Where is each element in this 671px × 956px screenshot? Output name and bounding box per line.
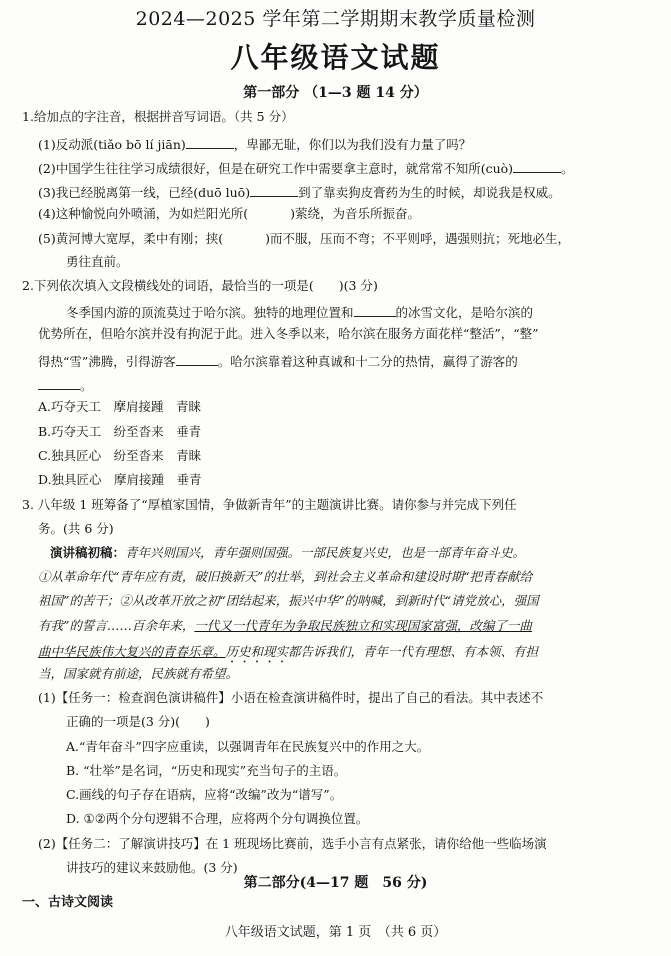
part2-heading: 第二部分(4—17 题 56 分) xyxy=(243,875,428,891)
q2-stem: 2.下列依次填入文段横线处的词语，最恰当的一项是( )(3 分) xyxy=(22,278,378,293)
answer-blank[interactable] xyxy=(186,136,234,149)
q2-option-b[interactable]: B.巧夺天工 纷至沓来 垂青 xyxy=(38,424,202,439)
task1-option-d[interactable]: D. ①②两个分句逻辑不合理，应将两个分句调换位置。 xyxy=(66,811,369,826)
task1-stem: (1)【任务一：检查润色演讲稿件】小语在检查演讲稿件时，提出了自己的看法。其中表述不 xyxy=(38,690,544,705)
q2-option-c[interactable]: C.独具匠心 纷至沓来 青睐 xyxy=(38,448,202,463)
speech-draft-line-1: 演讲稿初稿：青年兴则国兴，青年强则国强。一部民族复兴史，也是一部青年奋斗史。 xyxy=(50,545,526,560)
speech-draft-line-5: 曲中华民族伟大复兴的青春乐章。历史和现实都告诉我们，青年一代有理想、有本领、有担 xyxy=(38,644,539,659)
q3-stem: 3. 八年级 1 班筹备了“厚植家国情，争做新青年”的主题演讲比赛。请你参与并完成下列任 xyxy=(22,497,517,512)
q1-item-1: (1)反动派(tiǎo bō lí jiān) ，卑鄙无耻，你们以为我们没有力量了吗？ xyxy=(38,137,472,152)
q1-stem: 1.给加点的字注音，根据拼音写词语。（共 5 分） xyxy=(22,109,294,124)
speech-draft-line-3: 祖国”的苦干；②从改革开放之初“团结起来，振兴中华”的呐喊，到新时代“请党放心，强国 xyxy=(38,593,539,608)
speech-draft-line-6: 当，国家就有前途，民族就有希望。 xyxy=(38,666,239,681)
q2-option-d[interactable]: D.独具匠心 摩肩接踵 垂青 xyxy=(38,472,202,487)
underlined-sentence: 一代又一代青年为争取民族独立和实现国家富强，改编了一曲 xyxy=(194,618,532,633)
q2-passage-line-1: 冬季国内游的顶流莫过于哈尔滨。独特的地理位置和 的冰雪文化，是哈尔滨的 xyxy=(66,305,534,320)
task1-option-c[interactable]: C.画线的句子存在语病，应将“改编”改为“谱写”。 xyxy=(66,787,343,802)
answer-blank[interactable] xyxy=(38,377,80,390)
q2-option-a[interactable]: A.巧夺天工 摩肩接踵 青睐 xyxy=(38,399,202,414)
answer-blank[interactable] xyxy=(354,304,396,317)
paper-title: 八年级语文试题 xyxy=(230,41,441,74)
part1-heading: 第一部分 （1—3 题 14 分） xyxy=(243,85,428,101)
section-heading: 一、古诗文阅读 xyxy=(22,895,114,910)
q1-item-3: (3)我已经脱离第一线，已经(duō luō) 到了靠卖狗皮膏药为生的时候，却说我是权威。 xyxy=(38,185,561,200)
q3-stem-cont: 务。(共 6 分) xyxy=(38,521,114,536)
answer-blank[interactable] xyxy=(513,160,561,173)
page-footer: 八年级语文试题，第 1 页 （共 6 页） xyxy=(224,925,447,940)
q1-item-4: (4)这种愉悦向外喷涌，为如烂阳光所( )萦绕，为音乐所振奋。 xyxy=(38,206,420,221)
speech-draft-line-2: ①从革命年代“青年应有责，破旧换新天”的壮举，到社会主义革命和建设时期“把青春献给 xyxy=(38,569,533,584)
q2-passage-line-4: 。 xyxy=(38,377,93,393)
task2-stem: (2)【任务二：了解演讲技巧】在 1 班现场比赛前，选手小言有点紧张，请你给他一些临场演 xyxy=(38,836,547,851)
q1-item-2: (2)中国学生往往学习成绩很好，但是在研究工作中需要拿主意时，就常常不知所(cuò) 。 xyxy=(38,161,574,176)
task1-stem-cont: 正确的一项是(3 分)( ) xyxy=(66,714,210,729)
answer-blank[interactable] xyxy=(250,184,298,197)
exam-title: 2024—2025 学年第二学期期末教学质量检测 xyxy=(135,8,536,30)
underlined-sentence-cont: 曲中华民族伟大复兴的青春乐章。 xyxy=(38,644,226,659)
answer-blank[interactable] xyxy=(176,353,218,366)
task1-option-a[interactable]: A.“青年奋斗”四字应重读，以强调青年在民族复兴中的作用之大。 xyxy=(66,739,430,754)
dotted-phrase: 历史和现实 xyxy=(225,644,289,659)
task2-stem-cont: 讲技巧的建议来鼓励他。(3 分) xyxy=(66,860,238,875)
q1-item-5-cont: 勇往直前。 xyxy=(66,254,129,269)
task1-option-b[interactable]: B. “壮举”是名词，“历史和现实”充当句子的主语。 xyxy=(66,763,347,778)
speech-draft-label: 演讲稿初稿： xyxy=(50,545,126,560)
speech-draft-line-4: 有我”的誓言……百余年来，一代又一代青年为争取民族独立和实现国家富强，改编了一曲 xyxy=(38,618,532,633)
q2-passage-line-2: 优势所在，但哈尔滨并没有拘泥于此。进入冬季以来，哈尔滨在服务方面花样“整活”，“整” xyxy=(38,326,539,341)
q2-passage-line-3: 得热“雪”沸腾，引得游客 。哈尔滨靠着这种真诚和十二分的热情，赢得了游客的 xyxy=(38,354,518,369)
q1-item-5: (5)黄河博大宽厚，柔中有刚；挟( )而不服，压而不弯；不平则呼，遇强则抗；死地必生， xyxy=(38,231,570,246)
